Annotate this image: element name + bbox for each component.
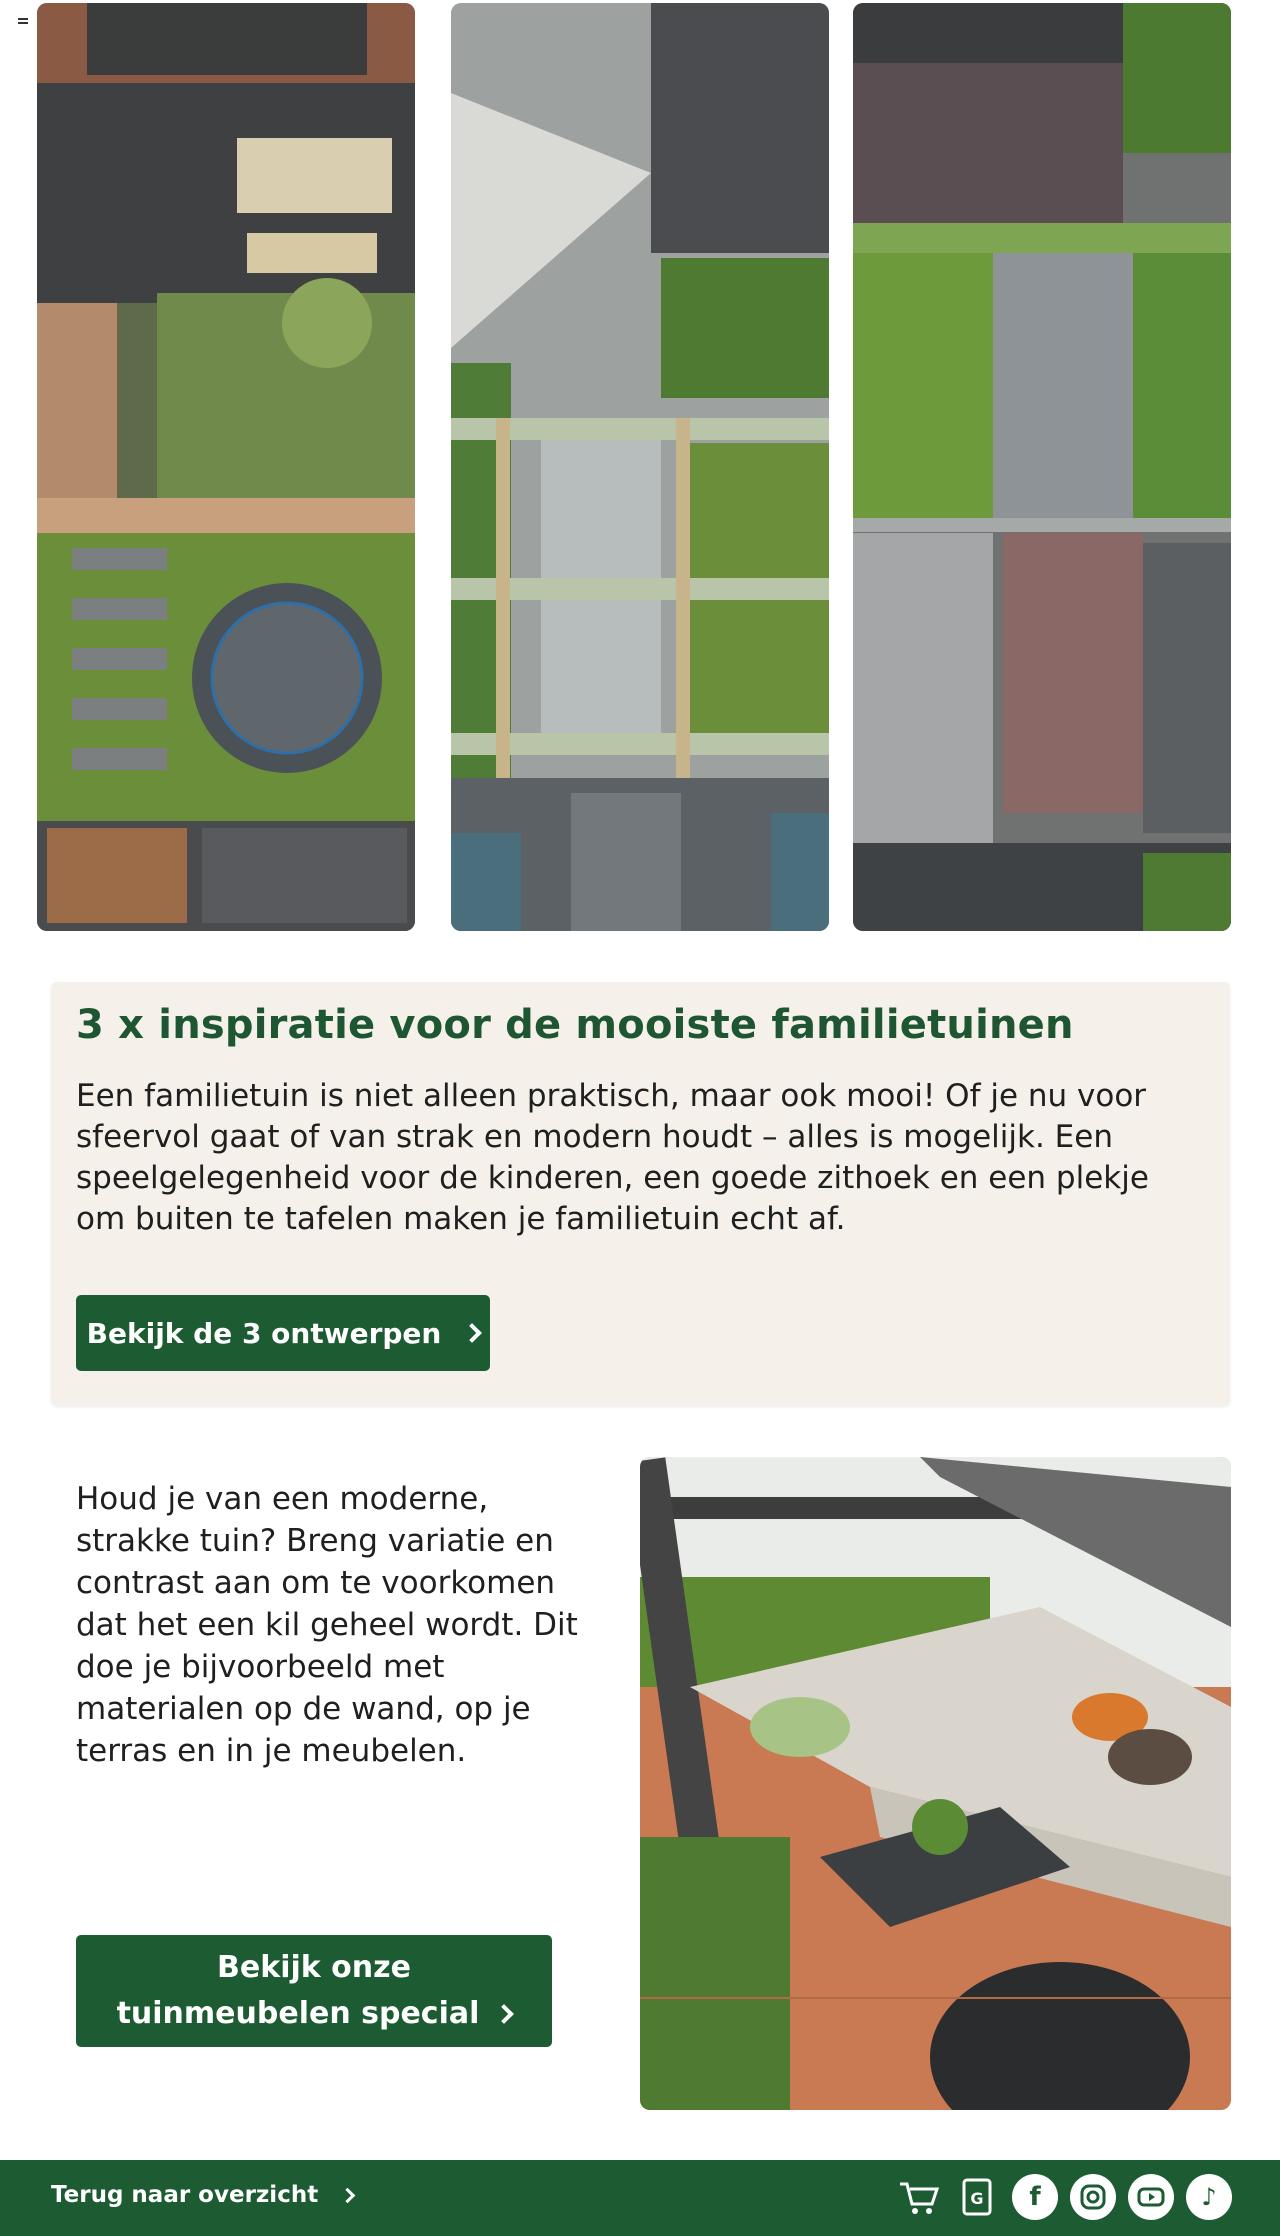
back-to-overview-link[interactable] [51,2182,353,2208]
view-designs-label: Bekijk de 3 ontwerpen [86,1316,442,1350]
intro-card [51,982,1230,1406]
view-designs-button[interactable] [76,1295,490,1371]
footer-bar [0,2160,1280,2236]
intro-title: 3 x inspiratie voor de mooiste familietuinen [76,1002,1074,1048]
cart-icon[interactable] [896,2174,942,2220]
lounge-set-image[interactable] [640,1457,1231,2110]
back-to-overview-label: Terug naar overzicht [51,2182,319,2208]
facebook-icon[interactable]: f [1012,2174,1058,2220]
garden-design-2-image[interactable] [451,3,829,931]
instagram-icon[interactable] [1070,2174,1116,2220]
chevron-right-icon [462,1323,482,1343]
furniture-special-button[interactable] [76,1935,552,2047]
garden-design-3-image[interactable] [853,3,1231,931]
svg-text:G: G [970,2189,984,2208]
garden-design-1-image[interactable] [37,3,415,931]
chevron-right-icon [495,2004,515,2024]
chevron-right-icon [340,2187,356,2203]
tiktok-icon[interactable]: ♪ [1186,2174,1232,2220]
gift-card-icon[interactable] [954,2174,1000,2220]
furniture-special-label-line2: tuinmeubelen special [116,1996,480,2031]
menu-icon[interactable] [18,18,28,28]
modern-garden-text: Houd je van een moderne, strakke tuin? Breng variatie en contrast aan om te voorkomen dat het een kil geheel wordt. Dit doe je bijvoorbeeld met materialen op de wand, op je terras en in je meubelen. [76,1481,578,1769]
furniture-special-label-line1: Bekijk onze [217,1950,411,1985]
youtube-icon[interactable] [1128,2174,1174,2220]
intro-text: Een familietuin is niet alleen praktisch, maar ook mooi! Of je nu voor sfeervol gaat of van strak en modern houdt – alles is mogelijk. Een speelgelegenheid voor de kinderen, een goede zithoek en een plekje om buiten te tafelen maken je familietuin echt af. [76,1078,1149,1237]
